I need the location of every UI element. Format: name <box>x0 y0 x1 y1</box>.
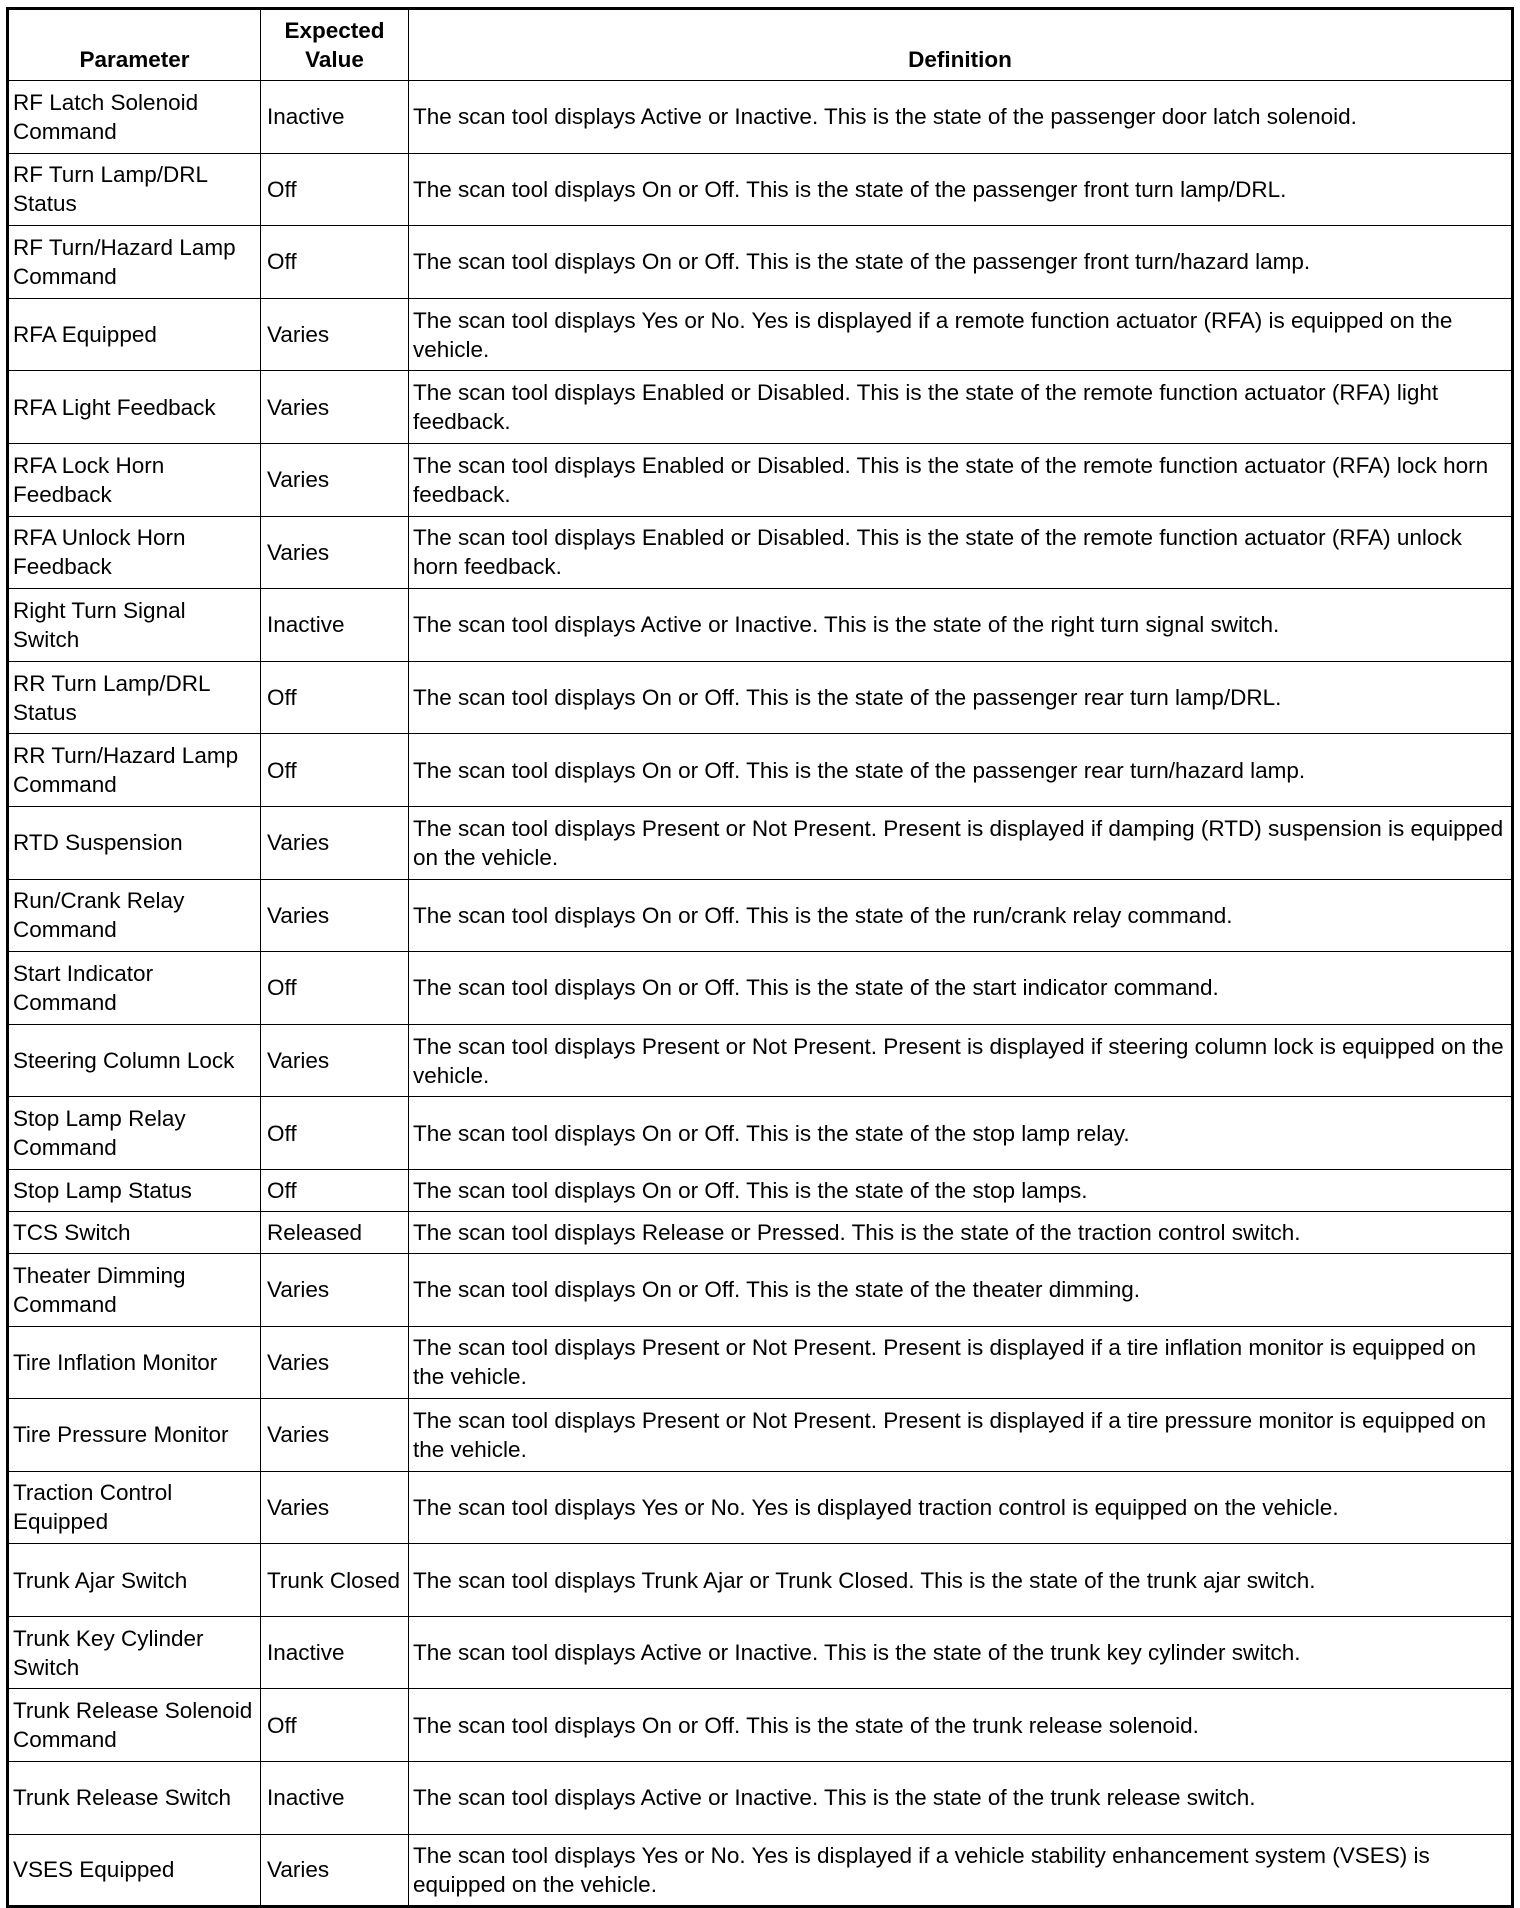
parameter-cell: Traction Control Equipped <box>8 1471 261 1544</box>
definition-cell: The scan tool displays Active or Inactive. This is the state of the right turn signal switch. <box>409 589 1513 662</box>
table-row <box>8 1097 1513 1170</box>
table-row <box>8 1689 1513 1762</box>
parameter-cell: Stop Lamp Status <box>8 1169 261 1211</box>
definition-cell: The scan tool displays Active or Inactive. This is the state of the trunk release switch. <box>409 1762 1513 1835</box>
definition-cell: The scan tool displays On or Off. This is the state of the passenger front turn/hazard lamp. <box>409 226 1513 299</box>
expected-value-cell: Varies <box>261 371 409 444</box>
expected-value-cell: Off <box>261 226 409 299</box>
table-row <box>8 443 1513 516</box>
definition-cell: The scan tool displays Active or Inactive. This is the state of the passenger door latch solenoid. <box>409 81 1513 154</box>
expected-value-cell: Inactive <box>261 81 409 154</box>
table-row <box>8 1399 1513 1472</box>
definition-cell: The scan tool displays On or Off. This is the state of the trunk release solenoid. <box>409 1689 1513 1762</box>
table-row <box>8 879 1513 952</box>
parameter-cell: Run/Crank Relay Command <box>8 879 261 952</box>
parameter-cell: RFA Equipped <box>8 298 261 371</box>
parameter-cell: RFA Light Feedback <box>8 371 261 444</box>
table-row <box>8 516 1513 589</box>
expected-value-cell: Varies <box>261 443 409 516</box>
expected-value-cell: Inactive <box>261 1616 409 1689</box>
definition-cell: The scan tool displays On or Off. This is the state of the stop lamps. <box>409 1169 1513 1211</box>
expected-value-cell: Off <box>261 1097 409 1170</box>
definition-cell: The scan tool displays On or Off. This is the state of the run/crank relay command. <box>409 879 1513 952</box>
definition-cell: The scan tool displays On or Off. This is the state of the start indicator command. <box>409 952 1513 1025</box>
definition-cell: The scan tool displays Trunk Ajar or Trunk Closed. This is the state of the trunk ajar switch. <box>409 1544 1513 1617</box>
definition-cell: The scan tool displays On or Off. This is the state of the passenger rear turn/hazard lamp. <box>409 734 1513 807</box>
parameter-cell: Steering Column Lock <box>8 1024 261 1097</box>
table-row <box>8 226 1513 299</box>
expected-value-cell: Varies <box>261 1024 409 1097</box>
table-row <box>8 1326 1513 1399</box>
definition-cell: The scan tool displays Enabled or Disabled. This is the state of the remote function actuator (RFA) light feedback. <box>409 371 1513 444</box>
parameter-cell: VSES Equipped <box>8 1834 261 1907</box>
definition-cell: The scan tool displays Enabled or Disabled. This is the state of the remote function actuator (RFA) unlock horn feedback. <box>409 516 1513 589</box>
parameter-table <box>6 7 1514 1908</box>
parameter-cell: Right Turn Signal Switch <box>8 589 261 662</box>
table-row <box>8 661 1513 734</box>
parameter-cell: Trunk Release Switch <box>8 1762 261 1835</box>
parameter-cell: Stop Lamp Relay Command <box>8 1097 261 1170</box>
expected-value-cell: Varies <box>261 806 409 879</box>
table-row <box>8 1544 1513 1617</box>
expected-value-cell: Off <box>261 153 409 226</box>
expected-value-cell: Varies <box>261 1399 409 1472</box>
table-row <box>8 1762 1513 1835</box>
expected-value-cell: Off <box>261 1169 409 1211</box>
expected-value-cell: Varies <box>261 1834 409 1907</box>
parameter-cell: RF Turn/Hazard Lamp Command <box>8 226 261 299</box>
definition-cell: The scan tool displays Release or Pressed. This is the state of the traction control switch. <box>409 1211 1513 1253</box>
table-row <box>8 371 1513 444</box>
parameter-cell: RFA Lock Horn Feedback <box>8 443 261 516</box>
definition-cell: The scan tool displays Present or Not Present. Present is displayed if steering column lock is equipped on the vehicle. <box>409 1024 1513 1097</box>
parameter-cell: Tire Inflation Monitor <box>8 1326 261 1399</box>
table-row <box>8 1616 1513 1689</box>
parameter-cell: TCS Switch <box>8 1211 261 1253</box>
definition-cell: The scan tool displays Yes or No. Yes is displayed if a vehicle stability enhancement system (VSES) is equipped on the vehicle. <box>409 1834 1513 1907</box>
parameter-cell: Trunk Ajar Switch <box>8 1544 261 1617</box>
table-row <box>8 806 1513 879</box>
definition-cell: The scan tool displays Yes or No. Yes is displayed if a remote function actuator (RFA) is equipped on the vehicle. <box>409 298 1513 371</box>
definition-cell: The scan tool displays Enabled or Disabled. This is the state of the remote function actuator (RFA) lock horn feedback. <box>409 443 1513 516</box>
parameter-cell: Start Indicator Command <box>8 952 261 1025</box>
expected-value-cell: Varies <box>261 298 409 371</box>
table-row <box>8 1024 1513 1097</box>
parameter-cell: Tire Pressure Monitor <box>8 1399 261 1472</box>
definition-cell: The scan tool displays On or Off. This is the state of the passenger rear turn lamp/DRL. <box>409 661 1513 734</box>
table-row <box>8 81 1513 154</box>
header-parameter: Parameter <box>8 9 261 81</box>
definition-cell: The scan tool displays Present or Not Present. Present is displayed if damping (RTD) suspension is equipped on the vehicle. <box>409 806 1513 879</box>
expected-value-cell: Inactive <box>261 589 409 662</box>
expected-value-cell: Varies <box>261 1253 409 1326</box>
definition-cell: The scan tool displays Active or Inactive. This is the state of the trunk key cylinder switch. <box>409 1616 1513 1689</box>
expected-value-cell: Varies <box>261 1326 409 1399</box>
expected-value-cell: Released <box>261 1211 409 1253</box>
definition-cell: The scan tool displays Present or Not Present. Present is displayed if a tire inflation monitor is equipped on the vehicle. <box>409 1326 1513 1399</box>
parameter-cell: RR Turn Lamp/DRL Status <box>8 661 261 734</box>
table-row <box>8 1834 1513 1907</box>
expected-value-cell: Off <box>261 952 409 1025</box>
expected-value-cell: Inactive <box>261 1762 409 1835</box>
header-definition: Definition <box>409 9 1513 81</box>
table-row <box>8 734 1513 807</box>
parameter-cell: Trunk Key Cylinder Switch <box>8 1616 261 1689</box>
header-expected-value: Expected Value <box>261 9 409 81</box>
parameter-cell: RF Latch Solenoid Command <box>8 81 261 154</box>
table-row <box>8 952 1513 1025</box>
expected-value-cell: Varies <box>261 1471 409 1544</box>
parameter-cell: RF Turn Lamp/DRL Status <box>8 153 261 226</box>
header-row <box>8 9 1513 81</box>
table-row <box>8 1253 1513 1326</box>
expected-value-cell: Varies <box>261 879 409 952</box>
expected-value-cell: Off <box>261 734 409 807</box>
expected-value-cell: Off <box>261 1689 409 1762</box>
expected-value-cell: Varies <box>261 516 409 589</box>
table-row <box>8 1169 1513 1211</box>
definition-cell: The scan tool displays Present or Not Present. Present is displayed if a tire pressure monitor is equipped on the vehicle. <box>409 1399 1513 1472</box>
definition-cell: The scan tool displays Yes or No. Yes is displayed traction control is equipped on the vehicle. <box>409 1471 1513 1544</box>
parameter-cell: Trunk Release Solenoid Command <box>8 1689 261 1762</box>
table-row <box>8 589 1513 662</box>
table-row <box>8 298 1513 371</box>
parameter-cell: Theater Dimming Command <box>8 1253 261 1326</box>
parameter-cell: RR Turn/Hazard Lamp Command <box>8 734 261 807</box>
table-row <box>8 1211 1513 1253</box>
parameter-cell: RTD Suspension <box>8 806 261 879</box>
definition-cell: The scan tool displays On or Off. This is the state of the passenger front turn lamp/DRL. <box>409 153 1513 226</box>
table-row <box>8 1471 1513 1544</box>
parameter-cell: RFA Unlock Horn Feedback <box>8 516 261 589</box>
expected-value-cell: Trunk Closed <box>261 1544 409 1617</box>
table-body <box>8 81 1513 1907</box>
definition-cell: The scan tool displays On or Off. This is the state of the theater dimming. <box>409 1253 1513 1326</box>
expected-value-cell: Off <box>261 661 409 734</box>
table-row <box>8 153 1513 226</box>
definition-cell: The scan tool displays On or Off. This is the state of the stop lamp relay. <box>409 1097 1513 1170</box>
